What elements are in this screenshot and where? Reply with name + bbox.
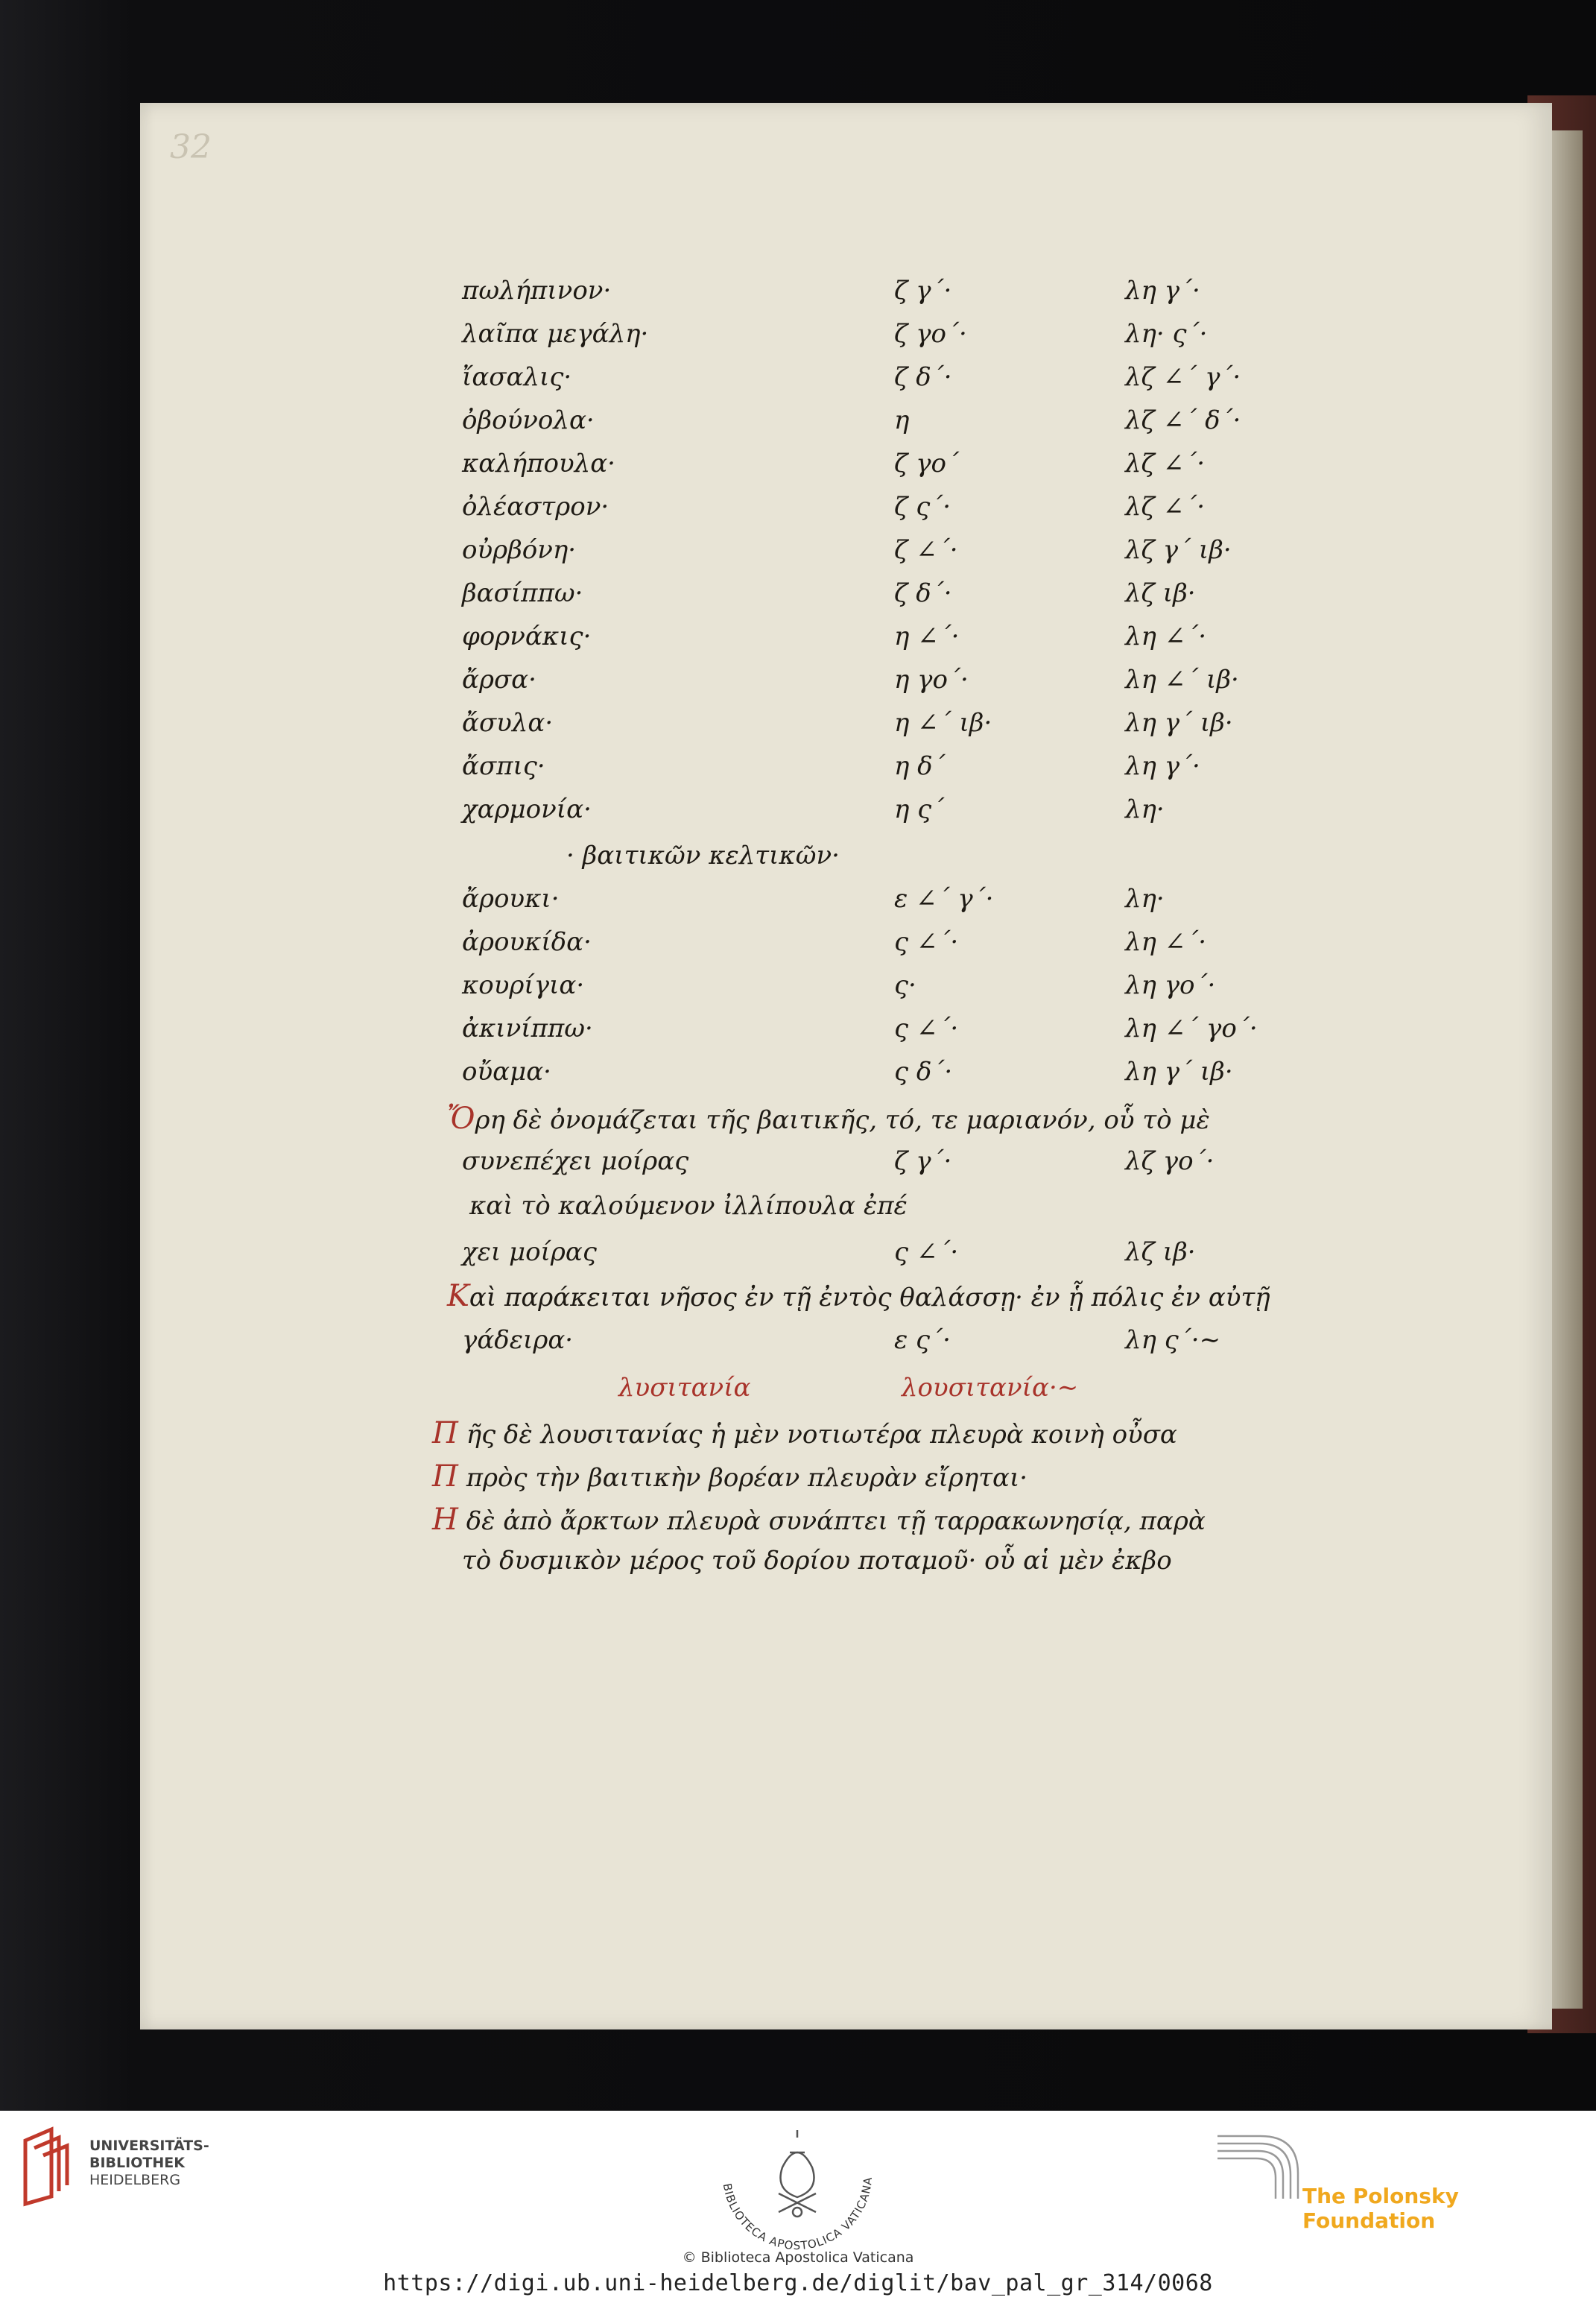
polonsky-foundation-label: The Polonsky Foundation	[1302, 2184, 1459, 2233]
latitude: λζ ιβ·	[1125, 1237, 1196, 1267]
rubric-initial: Η	[432, 1503, 458, 1537]
place-name: χει μοίρας	[462, 1237, 597, 1267]
table-row	[0, 362, 1596, 404]
subheading-row	[0, 841, 1596, 882]
place-name: φορνάκις·	[462, 622, 592, 651]
table-row	[0, 1057, 1596, 1099]
longitude: ς ∠΄·	[894, 927, 959, 957]
paragraph-line-2: Π πρὸς τὴν βαιτικὴν βορέαν πλευρὰν εἴρηται·	[432, 1459, 1028, 1494]
folio-number: 32	[170, 128, 212, 166]
place-name: οὔαμα·	[462, 1057, 551, 1087]
table-row	[0, 622, 1596, 663]
place-name: καλήπουλα·	[462, 449, 615, 478]
prose-line-2: καὶ τὸ καλούμενον ἰλλίπουλα ἐπέ	[469, 1191, 908, 1221]
ub-heidelberg-text: UNIVERSITÄTS- BIBLIOTHEK HEIDELBERG	[89, 2138, 209, 2188]
page-url[interactable]: https://digi.ub.uni-heidelberg.de/diglit/bav_pal_gr_314/0068	[383, 2270, 1213, 2296]
place-name: κουρίγια·	[462, 970, 585, 1000]
latitude: λζ ιβ·	[1125, 578, 1196, 608]
table-row	[0, 970, 1596, 1012]
rubric-heading-right: λουσιτανία·∼	[902, 1373, 1079, 1403]
table-row	[0, 1014, 1596, 1055]
paragraph-line-3: Η δὲ ἀπὸ ἄρκτων πλευρὰ συνάπτει τῇ ταρρακωνησίᾳ, παρὰ	[432, 1503, 1206, 1537]
latitude: λη· ς΄·	[1125, 319, 1208, 349]
latitude: λη ∠΄·	[1125, 927, 1207, 957]
table-row	[0, 405, 1596, 447]
vatican-library-seal-icon	[708, 2123, 887, 2257]
longitude: ζ γ΄·	[894, 1146, 952, 1176]
longitude: η	[894, 405, 910, 435]
longitude: ς δ΄·	[894, 1057, 953, 1087]
latitude: λη γο΄·	[1125, 970, 1216, 1000]
table-row	[0, 795, 1596, 836]
subheading: · βαιτικῶν κελτικῶν·	[566, 841, 840, 871]
place-name: ἄρουκι·	[462, 884, 560, 914]
longitude: ζ δ΄·	[894, 578, 952, 608]
table-row	[0, 708, 1596, 750]
latitude: λζ ∠΄·	[1125, 492, 1206, 522]
longitude: ζ ∠΄·	[894, 535, 958, 565]
table-row	[0, 319, 1596, 361]
place-name: ἄσυλα·	[462, 708, 554, 738]
longitude: ε ς΄·	[894, 1325, 951, 1355]
vatican-arc-text: BIBLIOTECA APOSTOLICA VATICANA	[720, 2176, 875, 2253]
rubric-initial: Ὄ	[447, 1102, 475, 1136]
longitude: ζ γο΄	[894, 449, 960, 478]
table-row	[0, 1237, 1596, 1279]
latitude: λη ∠΄ γο΄·	[1125, 1014, 1258, 1043]
table-row	[0, 276, 1596, 318]
latitude: λζ ∠΄ γ΄·	[1125, 362, 1241, 392]
paragraph-line-4: τὸ δυσμικὸν μέρος τοῦ δορίου ποταμοῦ· οὗ αἱ μὲν ἐκβο	[462, 1546, 1172, 1576]
latitude: λη·	[1125, 884, 1165, 914]
longitude: ς ∠΄·	[894, 1014, 959, 1043]
latitude: λζ ∠΄ δ΄·	[1125, 405, 1241, 435]
longitude: η ∠΄ ιβ·	[894, 708, 992, 738]
place-name: οὐρβόνη·	[462, 535, 577, 565]
place-name: ἀκινίππω·	[462, 1014, 593, 1043]
place-name: λαῖπα μεγάλη·	[462, 319, 649, 349]
place-name: πωλήπινον·	[462, 276, 612, 306]
table-row	[0, 927, 1596, 969]
polonsky-arc-icon	[1216, 2129, 1305, 2200]
latitude: λζ ∠΄·	[1125, 449, 1206, 478]
place-name: ἄσπις·	[462, 751, 545, 781]
place-name: γάδειρα·	[462, 1325, 574, 1355]
copyright-notice: © Biblioteca Apostolica Vaticana	[682, 2249, 914, 2266]
table-row	[0, 578, 1596, 620]
longitude: ζ γ΄·	[894, 276, 952, 306]
latitude: λη·	[1125, 795, 1165, 824]
rubric-initial: Κ	[447, 1279, 469, 1313]
table-row	[0, 1146, 1596, 1188]
table-row	[0, 449, 1596, 490]
svg-text:BIBLIOTECA APOSTOLICA VATICANA	[721, 2176, 875, 2252]
longitude: ζ γο΄·	[894, 319, 967, 349]
table-row	[0, 884, 1596, 926]
table-row	[0, 535, 1596, 577]
latitude: λη γ΄·	[1125, 276, 1200, 306]
place-name: βασίππω·	[462, 578, 583, 608]
rubric-initial: Π	[432, 1459, 458, 1494]
longitude: ς·	[894, 970, 916, 1000]
ub-heidelberg-logo-icon	[18, 2126, 77, 2208]
latitude: λζ γο΄·	[1125, 1146, 1215, 1176]
latitude: λη ∠΄ ιβ·	[1125, 665, 1239, 695]
place-name: χαρμονία·	[462, 795, 592, 824]
longitude: ζ ς΄·	[894, 492, 951, 522]
prose-line-1: Ὄρη δὲ ὀνομάζεται τῆς βαιτικῆς, τό, τε μαριανόν, οὗ τὸ μὲ	[447, 1102, 1210, 1136]
place-name: ὀλέαστρον·	[462, 492, 609, 522]
prose-line-3: Καὶ παράκειται νῆσος ἐν τῇ ἐντὸς θαλάσσῃ· ἐν ᾗ πόλις ἐν αὐτῇ	[447, 1279, 1270, 1313]
latitude: λη γ΄·	[1125, 751, 1200, 781]
rubric-initial: Π	[432, 1416, 458, 1450]
latitude: λη γ΄ ιβ·	[1125, 1057, 1233, 1087]
place-name: συνεπέχει μοίρας	[462, 1146, 689, 1176]
place-name: ὀβούνολα·	[462, 405, 595, 435]
latitude: λη γ΄ ιβ·	[1125, 708, 1233, 738]
longitude: ς ∠΄·	[894, 1237, 959, 1267]
table-row	[0, 665, 1596, 707]
longitude: ε ∠΄ γ΄·	[894, 884, 994, 914]
place-name: ἀρουκίδα·	[462, 927, 592, 957]
longitude: η γο΄·	[894, 665, 969, 695]
table-row	[0, 751, 1596, 793]
place-name: ἄρσα·	[462, 665, 536, 695]
table-row	[0, 1325, 1596, 1367]
latitude: λη ς΄·∼	[1125, 1325, 1221, 1355]
longitude: ζ δ΄·	[894, 362, 952, 392]
longitude: η δ΄	[894, 751, 946, 781]
rubric-heading-left: λυσιτανία	[618, 1373, 751, 1403]
place-name: ἴασαλις·	[462, 362, 572, 392]
table-row	[0, 492, 1596, 534]
paragraph-line-1: Π ῆς δὲ λουσιτανίας ἡ μὲν νοτιωτέρα πλευρὰ κοινὴ οὖσα	[432, 1416, 1177, 1450]
latitude: λη ∠΄·	[1125, 622, 1207, 651]
latitude: λζ γ΄ ιβ·	[1125, 535, 1232, 565]
longitude: η ∠΄·	[894, 622, 960, 651]
longitude: η ς΄	[894, 795, 945, 824]
